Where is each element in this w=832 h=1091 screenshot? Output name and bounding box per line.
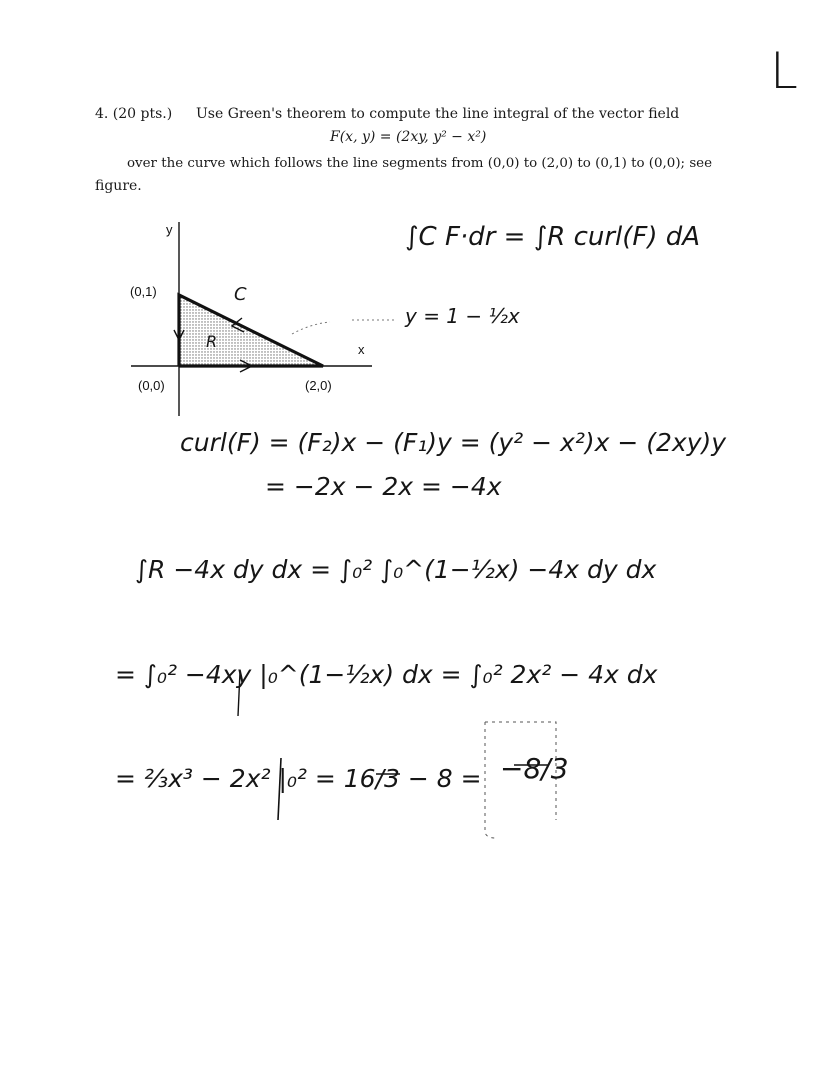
curl-result-line: = −2x − 2x = −4x <box>265 472 502 501</box>
curve-c-label: C <box>234 284 247 305</box>
final-answer: −8/3 <box>500 752 569 785</box>
problem-description-2: figure. <box>95 178 142 194</box>
double-integral-line: ∫R −4x dy dx = ∫₀² ∫₀^(1−½x) −4x dy dx <box>135 555 657 584</box>
grader-mark: L <box>770 42 798 100</box>
point-2-0-label: (2,0) <box>305 378 332 393</box>
line-equation: y = 1 − ½x <box>405 304 520 328</box>
greens-theorem-line: ∫C F·dr = ∫R curl(F) dA <box>405 222 701 252</box>
region-r-label: R <box>206 332 218 351</box>
pointer-line <box>292 322 330 334</box>
vector-field: F(x, y) = (2xy, y² − x²) <box>330 129 487 145</box>
evaluation-line: = ⅔x³ − 2x² |₀² = 16/3 − 8 = <box>115 764 482 793</box>
problem-description-1: over the curve which follows the line segments from (0,0) to (2,0) to (0,1) to (0,0); see <box>127 156 713 171</box>
problem-number: 4. (20 pts.) <box>95 106 173 122</box>
inner-integral-line: = ∫₀² −4xy |₀^(1−½x) dx = ∫₀² 2x² − 4x dx <box>115 660 658 689</box>
curl-line: curl(F) = (F₂)x − (F₁)y = (y² − x²)x − (2xy)y <box>180 428 727 457</box>
x-axis-label: x <box>358 342 365 357</box>
y-axis-label: y <box>166 222 173 237</box>
point-0-1-label: (0,1) <box>130 284 157 299</box>
point-0-0-label: (0,0) <box>138 378 165 393</box>
problem-instruction: Use Green's theorem to compute the line integral of the vector field <box>196 106 680 122</box>
